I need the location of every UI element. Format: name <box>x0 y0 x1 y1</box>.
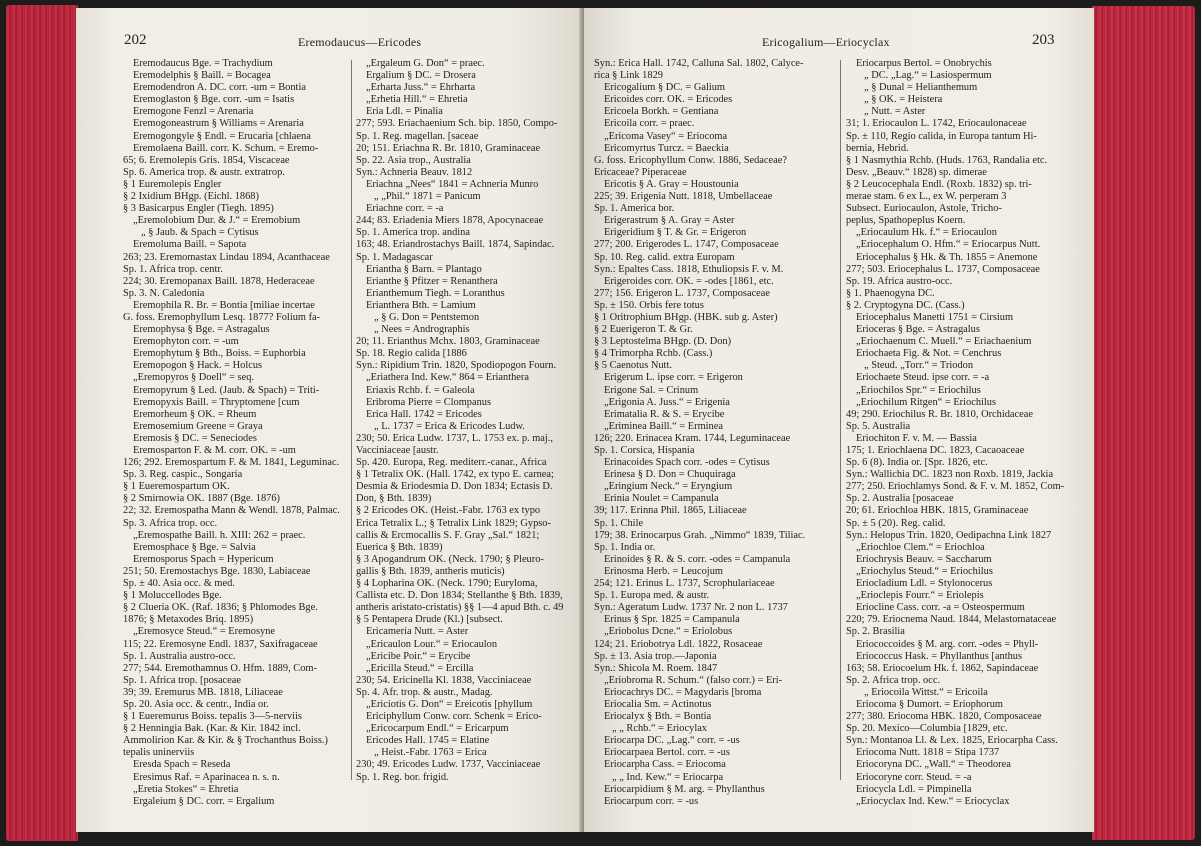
entry-line: Eriococcus Hask. = Phyllanthus [anthus <box>856 650 1023 662</box>
entry-line: Sp. 2. Australia [posaceae <box>846 493 954 505</box>
entry-line: 254; 121. Erinus L. 1737, Scrophulariaceae <box>594 578 775 590</box>
entry-line: Sp. 1. Europa med. & austr. <box>594 590 710 602</box>
entry-line: Eremodelphis § Baill. = Bocagea <box>133 70 271 82</box>
entry-line: § 5 Caenotus Nutt. <box>594 360 672 372</box>
entry-line: Eriocladium Ldl. = Stylonocerus <box>856 578 993 590</box>
entry-line: Sp. ± 5 (20). Reg. calid. <box>846 517 946 529</box>
entry-line: 163; 58. Eriocoelum Hk. f. 1862, Sapindaceae <box>846 662 1039 674</box>
entry-line: Eriocephalus § Hk. & Th. 1855 = Anemone <box>856 251 1038 263</box>
entry-line: Erigeridium § T. & Gr. = Erigeron <box>604 227 747 239</box>
entry-line: Syn.: Achneria Beauv. 1812 <box>356 166 473 178</box>
entry-line: Syn.: Shicola M. Roem. 1847 <box>594 662 718 674</box>
entry-line: Eremolaena Baill. corr. K. Schum. = Eremo- <box>133 142 319 154</box>
entry-line: Syn.: Erica Hall. 1742, Calluna Sal. 1802, Calyce- <box>594 58 804 69</box>
entry-line: „Erhetia Hill.“ = Ehretia <box>366 94 468 106</box>
entry-line: Syn.: Montanoa Ll. & Lex. 1825, Eriocarpha Cass. <box>846 735 1058 747</box>
entry-line: Eriocalia Sm. = Actinotus <box>604 698 712 710</box>
entry-line: § 2 Smirnowia OK. 1887 (Bge. 1876) <box>123 493 281 505</box>
entry-line: Euerica § Bth. 1839) <box>356 541 443 553</box>
entry-line: Eriocarpha Cass. = Eriocoma <box>604 759 726 771</box>
entry-line: Erica Tetralix L.; § Tetralix Link 1829; Gypso- <box>356 517 551 529</box>
entry-line: Sp. 3. Reg. caspic., Songaria <box>123 469 243 481</box>
entry-line: Eriocoma § Dumort. = Eriophorum <box>856 698 1003 710</box>
entry-line: „Erioclepis Fourr.“ = Eriolepis <box>856 590 984 602</box>
entry-line: Erioceras § Bge. = Astragalus <box>856 324 980 336</box>
entry-line: Eriocoryna DC. „Wall.“ = Theodorea <box>856 759 1011 771</box>
entry-line: Ammolirion Kar. & Kir. & § Trochanthus Boiss.) <box>123 735 328 747</box>
entry-line: § 4 Trimorpha Rchb. (Cass.) <box>594 348 713 360</box>
entry-line: Sp. 1. Australia austro-occ. <box>123 650 236 662</box>
entry-line: 277; 156. Erigeron L. 1737, Composaceae <box>594 287 771 299</box>
entry-line: Eriocalyx § Bth. = Bontia <box>604 711 712 723</box>
entry-line: Eremogoneastrum § Williams = Arenaria <box>133 118 304 130</box>
entry-line: § 1 Moluccellodes Bge. <box>123 590 222 602</box>
entry-line: 39; 39. Eremurus MB. 1818, Liliaceae <box>123 686 283 698</box>
entry-line: callis & Ercmocallis S. F. Gray „Sal.“ 1821; <box>356 529 540 541</box>
entry-line: Ericoila corr. = praec. <box>604 118 695 130</box>
book-edge-right <box>1092 6 1195 840</box>
entry-line: § 2 Ixidium BHgp. (Eichl. 1868) <box>123 191 259 203</box>
entry-line: Sp. 1. Madagascar <box>356 251 433 263</box>
entry-line: 220; 79. Eriocnema Naud. 1844, Melastomataceae <box>846 614 1057 626</box>
entry-line: 277; 250. Eriochlamys Sond. & F. v. M. 1852, Com- <box>846 481 1065 493</box>
entry-line: Sp. ± 150. Orbis fere totus <box>594 299 704 311</box>
entry-line: Eremophyton corr. = -um <box>133 336 239 348</box>
entry-line: „Eremospathe Baill. h. XIII: 262 = praec. <box>133 529 306 541</box>
entry-line: Eriocoma Nutt. 1818 = Stipa 1737 <box>856 747 1000 759</box>
entry-line: Sp. 18. Regio calida [1886 <box>356 348 467 360</box>
entry-line: „Eriminea Baill.“ = Erminea <box>604 420 723 432</box>
page-number-right: 203 <box>1032 32 1055 48</box>
entry-line: Sp. 22. Asia trop., Australia <box>356 154 471 166</box>
entry-line: Erinesa § D. Don = Chuquiraga <box>604 469 736 481</box>
entry-line: rica § Link 1829 <box>594 70 663 82</box>
entry-line: „Eriochilos Spr.“ = Eriochilus <box>856 384 981 396</box>
entry-line: Eriocephalus Manetti 1751 = Cirsium <box>856 311 1014 323</box>
entry-line: Eriaxis Rchb. f. = Galeola <box>366 384 475 396</box>
entry-line: „ § G. Don = Pentstemon <box>374 311 480 323</box>
entry-line: Don, § Bth. 1839) <box>356 493 432 505</box>
entry-line: Sp. 4. Afr. trop. & austr., Madag. <box>356 686 493 698</box>
entry-line: „ „ Rchb.“ = Eriocylax <box>612 723 708 735</box>
entry-line: Eremophila R. Br. = Bontia [miliae incertae <box>133 299 315 311</box>
entry-line: „ § Jaub. & Spach = Cytisus <box>141 227 259 239</box>
entry-line: Callista etc. D. Don 1834; Stellanthe § Bth. 1839, <box>356 590 563 602</box>
entry-line: 277; 544. Eremothamnus O. Hfm. 1889, Com- <box>123 662 317 674</box>
entry-line: Sp. 19. Africa austro-occ. <box>846 275 953 287</box>
entry-line: „Ericaulon Lour.“ = Eriocaulon <box>366 638 498 650</box>
entry-line: Eriocarpidium § M. arg. = Phyllanthus <box>604 783 765 795</box>
book-edge-left <box>6 5 78 841</box>
entry-line: Eremogongyle § Endl. = Erucaria [chlaena <box>133 130 311 142</box>
column-rule-right <box>840 60 841 780</box>
entry-line: § 2 Leucocephala Endl. (Roxb. 1832) sp. tri- <box>846 178 1032 190</box>
entry-line: Eremophytum § Bth., Boiss. = Euphorbia <box>133 348 306 360</box>
entry-line: Eriococcoides § M. arg. corr. -odes = Phyll- <box>856 638 1039 650</box>
entry-line: Sp. 1. America bor. <box>594 203 675 215</box>
entry-line: Sp. 10. Reg. calid. extra Europam <box>594 251 735 263</box>
entry-line: Syn.: Ripidium Trin. 1820, Spodiopogon Fourn. <box>356 360 557 372</box>
entry-line: „Eriocaulum Hk. f.“ = Eriocaulon <box>856 227 997 239</box>
entry-line: Eriocoryne corr. Steud. = -a <box>856 771 972 783</box>
entry-line: § 3 Apogandrum OK. (Neck. 1790; § Pleuro- <box>356 553 544 565</box>
entry-line: „Ericocarpum Endl.“ = Ericarpum <box>366 723 509 735</box>
entry-line: „Eriathera Ind. Kew.“ 864 = Erianthera <box>366 372 529 384</box>
entry-line: Eriocarpa DC. „Lag.“ corr. = -us <box>604 735 740 747</box>
entry-line: 1876; § Metaxodes Briq. 1895) <box>123 614 254 626</box>
entry-line: Sp. 6. America trop. & austr. extratrop. <box>123 166 285 178</box>
entry-line: § 2 Ericodes OK. (Heist.-Fabr. 1763 ex typo <box>356 505 541 517</box>
entry-line: Eriachne corr. = -a <box>366 203 444 215</box>
entry-line: 65; 6. Eremolepis Gris. 1854, Viscaceae <box>123 154 290 166</box>
entry-line: 163; 48. Eriandrostachys Baill. 1874, Sapindac. <box>356 239 555 251</box>
entry-line: antheris aristato-cristatis) §§ 1—4 apud Bth. c. 49 <box>356 602 564 614</box>
entry-line: Erigerastrum § A. Gray = Aster <box>604 215 735 227</box>
entry-line: „Erharta Juss.“ = Ehrharta <box>366 82 476 94</box>
entry-line: „Eremolobium Dur. & J.“ = Eremobium <box>133 215 301 227</box>
entry-line: Syn.: Wallichia DC. 1823 non Roxb. 1819, Jackia <box>846 469 1054 481</box>
entry-line: Eriocline Cass. corr. -a = Osteospermum <box>856 602 1025 614</box>
entry-line: 20; 151. Eriachna R. Br. 1810, Graminaceae <box>356 142 541 154</box>
entry-line: § 2 Clueria OK. (Raf. 1836; § Phlomodes Bge. <box>123 602 318 614</box>
right-page-column-2 <box>846 58 1090 808</box>
entry-line: 277; 503. Eriocephalus L. 1737, Composaceae <box>846 263 1040 275</box>
entry-line: 179; 38. Erinocarpus Grah. „Nimmo“ 1839, Tiliac. <box>594 529 806 541</box>
entry-line: Eremogone Fenzl = Arenaria <box>133 106 254 118</box>
entry-line: „Eriocephalum O. Hfm.“ = Eriocarpus Nutt. <box>856 239 1041 251</box>
entry-line: Eremorheum § OK. = Rheum <box>133 408 257 420</box>
entry-line: „ § OK. = Heistera <box>864 94 943 106</box>
entry-line: Eresda Spach = Reseda <box>133 759 231 771</box>
entry-line: § 4 Lopharina OK. (Neck. 1790; Euryloma, <box>356 578 538 590</box>
entry-line: peplus, Spathopeplus Koern. <box>846 215 966 227</box>
entry-line: Erigone Sal. = Crinum <box>604 384 699 396</box>
entry-line: Sp. 1. Corsica, Hispania <box>594 445 695 456</box>
entry-line: Subsect. Euriocaulon, Astole, Tricho- <box>846 203 1002 215</box>
entry-line: Erimatalia R. & S. = Erycibe <box>604 408 725 420</box>
entry-line: § 1 Tetralix OK. (Hall. 1742, ex typo E. carnea; <box>356 469 554 481</box>
entry-line: Desv. „Beauv.“ 1828) sp. dimerae <box>846 166 987 178</box>
entry-line: Erigerum L. ipse corr. = Erigeron <box>604 372 743 384</box>
entry-line: Eriocarpum corr. = -us <box>604 795 699 807</box>
entry-line: Sp. 6 (8). India or. [Spr. 1826, etc. <box>846 457 988 469</box>
entry-line: „Erigonia A. Juss.“ = Erigenia <box>604 396 730 408</box>
entry-line: 225; 39. Erigenia Nutt. 1818, Umbellaceae <box>594 191 773 203</box>
page-number-left: 202 <box>124 32 147 48</box>
entry-line: Eria Ldl. = Pinalia <box>366 106 443 118</box>
entry-line: Erica Hall. 1742 = Ericodes <box>366 408 482 420</box>
entry-line: „ Nutt. = Aster <box>864 106 926 118</box>
entry-line: 49; 290. Eriochilus R. Br. 1810, Orchidaceae <box>846 408 1033 420</box>
entry-line: Sp. ± 40. Asia occ. & med. <box>123 578 235 590</box>
right-page-column-1 <box>594 58 836 808</box>
entry-line: merae stam. 6 ex L., ex W. perperam 3 <box>846 191 1007 203</box>
entry-line: Ergaleium § DC. corr. = Ergalium <box>133 795 275 807</box>
entry-line: 277; 593. Eriachaenium Sch. bip. 1850, Compo- <box>356 118 558 130</box>
entry-line: Eremoglaston § Bge. corr. -um = Isatis <box>133 94 295 106</box>
entry-line: „Eremopyros § Doell“ = seq. <box>133 372 254 384</box>
entry-line: Eremophysa § Bge. = Astragalus <box>133 324 270 336</box>
entry-line: 224; 30. Eremopanax Baill. 1878, Hederaceae <box>123 275 315 287</box>
entry-line: „ „ Ind. Kew.“ = Eriocarpa <box>612 771 724 783</box>
entry-line: 251; 50. Eremostachys Bge. 1830, Labiaceae <box>123 565 311 577</box>
entry-line: 20; 11. Erianthus Mchx. 1803, Graminaceae <box>356 336 540 348</box>
entry-line: § 1 Eueremospartum OK. <box>123 481 230 493</box>
entry-line: § 2 Henningia Bak. (Kar. & Kir. 1842 incl. <box>123 723 301 735</box>
entry-line: Sp. ± 13. Asia trop.—Japonia <box>594 650 717 662</box>
entry-line: Eremosis § DC. = Seneciodes <box>133 432 257 444</box>
entry-line: Eriochrysis Beauv. = Saccharum <box>856 553 992 565</box>
entry-line: „Eremosyce Steud.“ = Eremosyne <box>133 626 276 638</box>
entry-line: 39; 117. Erinna Phil. 1865, Liliaceae <box>594 505 747 517</box>
entry-line: Erinacoides Spach corr. -odes = Cytisus <box>604 457 770 469</box>
entry-line: Ericaceae? Piperaceae <box>594 166 687 178</box>
entry-line: „Eriochilum Ritgen“ = Eriochilus <box>856 396 997 408</box>
entry-line: Eresimus Raf. = Aparinacea n. s. n. <box>133 771 280 783</box>
entry-line: 244; 83. Eriadenia Miers 1878, Apocynaceae <box>356 215 544 227</box>
entry-line: Eremosporus Spach = Hypericum <box>133 553 274 565</box>
entry-line: Eriocycla Ldl. = Pimpinella <box>856 783 972 795</box>
entry-line: Erigeroides corr. OK. = -odes [1861, etc. <box>604 275 774 287</box>
entry-line: Ericogalium § DC. = Galium <box>604 82 726 94</box>
entry-line: Eremoluma Baill. = Sapota <box>133 239 247 251</box>
entry-line: tepalis uninerviis <box>123 747 195 759</box>
entry-line: Sp. 5. Australia <box>846 420 911 432</box>
entry-line: „ Nees = Andrographis <box>374 324 470 336</box>
entry-line: 115; 22. Eremosyne Endl. 1837, Saxifragaceae <box>123 638 318 650</box>
entry-line: „Eriochloe Clem.“ = Eriochloa <box>856 541 985 553</box>
running-title-left: Eremodaucus—Ericodes <box>298 35 422 49</box>
entry-line: Eremodendron A. DC. corr. -um = Bontia <box>133 82 306 94</box>
entry-line: „Ericilla Steud.“ = Ercilla <box>366 662 474 674</box>
entry-line: Sp. 1. Reg. magellan. [saceae <box>356 130 479 142</box>
entry-line: Eremopyxis Baill. = Thryptomene [cum <box>133 396 300 408</box>
entry-line: „Eretia Stokes“ = Ehretia <box>133 783 239 795</box>
entry-line: Sp. 1. America trop. andina <box>356 227 470 239</box>
left-page-column-2 <box>356 58 578 784</box>
entry-line: 20; 61. Eriochloa HBK. 1815, Graminaceae <box>846 505 1029 517</box>
entry-line: § 3 Leptostelma BHgp. (D. Don) <box>594 336 732 348</box>
entry-line: Syn.: Epaltes Cass. 1818, Ethuliopsis F. v. M. <box>594 263 784 275</box>
entry-line: 126; 292. Eremospartum F. & M. 1841, Leguminac. <box>123 457 340 469</box>
entry-line: 263; 23. Eremomastax Lindau 1894, Acanthaceae <box>123 251 330 263</box>
entry-line: „Ergaleum G. Don“ = praec. <box>366 58 485 69</box>
entry-line: Desmia & Eriodesmia D. Don 1834; Ectasis D. <box>356 481 553 493</box>
entry-line: „Ericibe Poir.“ = Erycibe <box>366 650 471 662</box>
entry-line: Sp. 1. India or. <box>594 541 656 553</box>
entry-line: „ Steud. „Torr.“ = Triodon <box>864 360 974 372</box>
left-page-column-1 <box>123 58 346 808</box>
entry-line: Sp. 3. Africa trop. occ. <box>123 517 218 529</box>
entry-line: „Ericiotis G. Don“ = Ereicotis [phyllum <box>366 698 533 710</box>
entry-line: Sp. 20. Mexico—Columbia [1829, etc. <box>846 723 1008 735</box>
entry-line: Ericiphyllum Conw. corr. Schenk = Erico- <box>366 711 542 723</box>
entry-line: Ericomyrtus Turcz. = Baeckia <box>604 142 729 154</box>
entry-line: 124; 21. Eriobotrya Ldl. 1822, Rosaceae <box>594 638 763 650</box>
entry-line: Ericamería Nutt. = Aster <box>366 626 469 638</box>
entry-line: Eribroma Pierre = Clompanus <box>366 396 492 408</box>
entry-line: § 5 Pentapera Drude (Kl.) [subsect. <box>356 614 503 626</box>
entry-line: Eriantha § Barn. = Plantago <box>366 263 482 275</box>
entry-line: Eriocarpaea Bertol. corr. = -us <box>604 747 730 759</box>
entry-line: „Eriobolus Dcne.“ = Eriolobus <box>604 626 733 638</box>
entry-line: Eriocachrys DC. = Magydaris [broma <box>604 686 762 698</box>
entry-line: Eremopogon § Hack. = Holcus <box>133 360 263 372</box>
entry-line: „Ericoma Vasey“ = Eriocoma <box>604 130 728 142</box>
entry-line: „Eriocyclax Ind. Kew.“ = Eriocyclax <box>856 795 1010 807</box>
entry-line: 230; 49. Ericodes Ludw. 1737, Vacciniaceae <box>356 759 541 771</box>
entry-line: § 1 Euremolepis Engler <box>123 178 222 190</box>
entry-line: „Eriochaenum C. Muell.“ = Eriachaenium <box>856 336 1032 348</box>
entry-line: Eriochiton F. v. M. — Bassia <box>856 432 977 444</box>
entry-line: Erianthera Bth. = Lamium <box>366 299 476 311</box>
entry-line: 277; 200. Erigerodes L. 1747, Composaceae <box>594 239 779 251</box>
entry-line: Erinia Noulet = Campanula <box>604 493 719 505</box>
entry-line: „Eringium Neck.“ = Eryngium <box>604 481 733 493</box>
entry-line: Eremosphace § Bge. = Salvia <box>133 541 256 553</box>
entry-line: Ericotis § A. Gray = Houstounia <box>604 178 739 190</box>
entry-line: Ericoides corr. OK. = Ericodes <box>604 94 733 106</box>
left-page <box>76 8 582 832</box>
entry-line: G. foss. Eremophyllum Lesq. 1877? Folium fa- <box>123 311 321 323</box>
entry-line: „ „Phil.“ 1871 = Panicum <box>374 191 481 203</box>
entry-line: Sp. 2. Brasilia <box>846 626 905 638</box>
entry-line: Erinoides § R. & S. corr. -odes = Campanula <box>604 553 791 565</box>
entry-line: Sp. 1. Africa trop. [posaceae <box>123 674 242 686</box>
entry-line: § 2. Cryptogyna DC. (Cass.) <box>846 299 965 311</box>
entry-line: Sp. 420. Europa, Reg. mediterr.-canar., Africa <box>356 457 547 469</box>
entry-line: Erinus § Spr. 1825 = Campanula <box>604 614 740 626</box>
entry-line: 277; 380. Eriocoma HBK. 1820, Composaceae <box>846 711 1042 723</box>
entry-line: Eriachna „Nees“ 1841 = Achneria Munro <box>366 178 539 190</box>
entry-line: Erianthemum Tiegh. = Loranthus <box>366 287 505 299</box>
entry-line: § 3 Basicarpus Engler (Tiegh. 1895) <box>123 203 274 215</box>
entry-line: Eremopyrum § Led. (Jaub. & Spach) = Triti- <box>133 384 320 396</box>
entry-line: § 1 Eueremurus Boiss. tepalis 3—5-nerviis <box>123 711 302 723</box>
entry-line: Syn.: Ageratum Ludw. 1737 Nr. 2 non L. 1737 <box>594 602 788 614</box>
entry-line: „ L. 1737 = Erica & Ericodes Ludw. <box>374 420 525 432</box>
entry-line: Sp. 2. Africa trop. occ. <box>846 674 941 686</box>
entry-line: Eremodaucus Bge. = Trachydium <box>133 58 273 69</box>
entry-line: Eremosemium Greene = Graya <box>133 420 263 432</box>
entry-line: Sp. 20. Asia occ. & centr., India or. <box>123 698 269 710</box>
entry-line: § 2 Euerigeron T. & Gr. <box>594 324 693 336</box>
entry-line: Eriocarpus Bertol. = Onobrychis <box>856 58 992 69</box>
entry-line: „ § Dunal = Helianthemum <box>864 82 978 94</box>
entry-line: Vacciniaceae [austr. <box>356 445 439 456</box>
right-page <box>584 8 1094 832</box>
entry-line: Sp. 3. N. Caledonia <box>123 287 205 299</box>
entry-line: Eriochaete Steud. ipse corr. = -a <box>856 372 990 384</box>
entry-line: Sp. 1. Chile <box>594 517 644 529</box>
entry-line: § 1 Oritrophium BHgp. (HBK. sub g. Aster) <box>594 311 778 323</box>
entry-line: Sp. ± 110, Regio calida, in Europa tantum Hi- <box>846 130 1037 142</box>
entry-line: 22; 32. Eremospatha Mann & Wendl. 1878, Palmac. <box>123 505 340 517</box>
entry-line: bernia, Hebrid. <box>846 142 909 154</box>
entry-line: § 1 Nasmythia Rchb. (Huds. 1763, Randalia etc. <box>846 154 1048 166</box>
entry-line: 31; 1. Eriocaulon L. 1742, Eriocaulonaceae <box>846 118 1027 130</box>
entry-line: 175; 1. Eriochlaena DC. 1823, Cacaoaceae <box>846 445 1025 456</box>
entry-line: Ericoela Borkh. = Gentiana <box>604 106 719 118</box>
entry-line: G. foss. Ericophyllum Conw. 1886, Sedaceae? <box>594 154 787 166</box>
entry-line: „ Eriocoila Wittst.“ = Ericoila <box>864 686 988 698</box>
entry-line: „ DC. „Lag.“ = Lasiospermum <box>864 70 992 82</box>
entry-line: § 1. Phaenogyna DC. <box>846 287 935 299</box>
entry-line: „Eriochylus Steud.“ = Eriochilus <box>856 565 993 577</box>
entry-line: 126; 220. Erinacea Kram. 1744, Leguminaceae <box>594 432 791 444</box>
entry-line: gallis § Bth. 1839, antheris muticis) <box>356 565 505 577</box>
entry-line: Erianthe § Pfitzer = Renanthera <box>366 275 498 287</box>
entry-line: „Eriobroma R. Schum.“ (falso corr.) = Eri- <box>604 674 783 686</box>
entry-line: Ericodes Hall. 1745 = Elatine <box>366 735 490 747</box>
entry-line: „ Heist.-Fabr. 1763 = Erica <box>374 747 487 759</box>
entry-line: 230; 54. Ericinella Kl. 1838, Vacciniaceae <box>356 674 532 686</box>
entry-line: Eremosparton F. & M. corr. OK. = -um <box>133 445 296 456</box>
entry-line: Sp. 1. Reg. bor. frigid. <box>356 771 449 783</box>
entry-line: 230; 50. Erica Ludw. 1737, L. 1753 ex. p. maj., <box>356 432 554 444</box>
entry-line: Ergalium § DC. = Drosera <box>366 70 476 82</box>
entry-line: Erinosma Herb. = Leucojum <box>604 565 723 577</box>
running-title-right: Ericogalium—Eriocyclax <box>762 35 890 49</box>
column-rule-left <box>351 60 352 780</box>
entry-line: Eriochaeta Fig. & Not. = Cenchrus <box>856 348 1002 360</box>
entry-line: Sp. 1. Africa trop. centr. <box>123 263 223 275</box>
entry-line: Syn.: Helopus Trin. 1820, Oedipachna Link 1827 <box>846 529 1052 541</box>
